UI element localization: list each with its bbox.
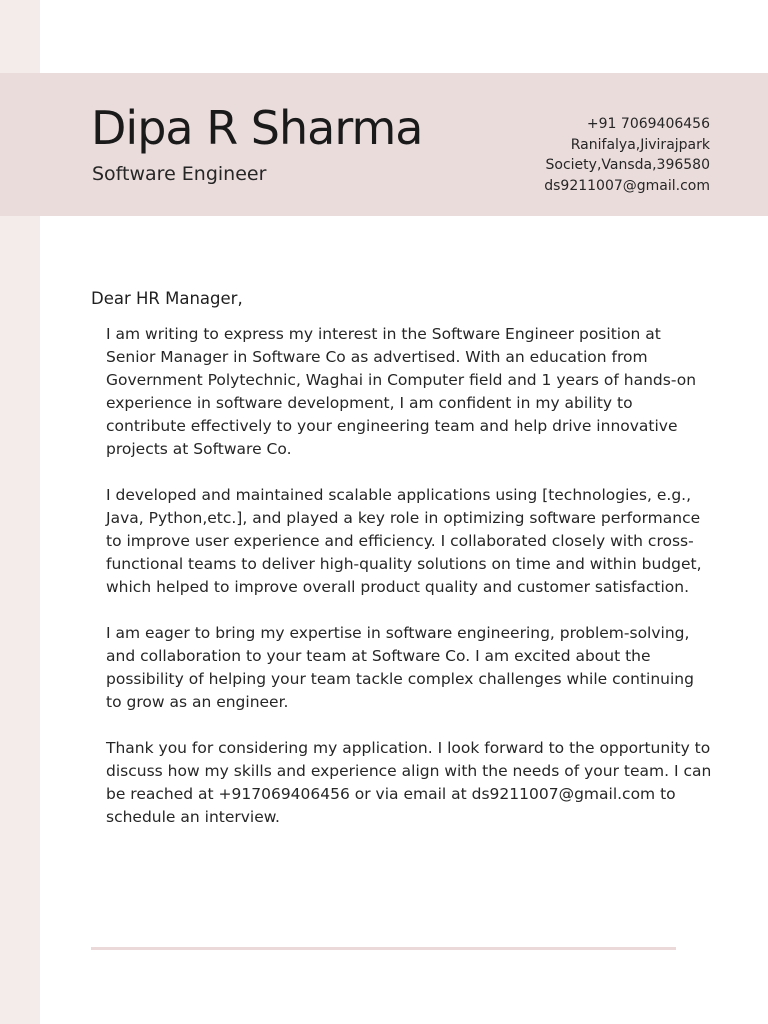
letter-paragraph-3: I am eager to bring my expertise in software engineering, problem-solving, and collaboration to your team at Software Co. I am excited about the possibility of helping your team tackle complex challenges while continuing to grow as an engineer.: [106, 624, 694, 711]
footer-divider: [91, 947, 676, 950]
letter-salutation: Dear HR Manager,: [91, 289, 243, 308]
letter-paragraph-1: I am writing to express my interest in the Software Engineer position at Senior Manager in Software Co as advertised. With an education from Government Polytechnic, Waghai in Computer field and 1 years of hands-on experience in software development, I am confident in my ability to contribute effectively to your engineering team and help drive innovative projects at Software Co.: [106, 325, 697, 458]
contact-address-line2: Society,Vansda,396580: [545, 157, 710, 173]
applicant-name: Dipa R Sharma: [91, 101, 423, 155]
contact-block: [544, 114, 710, 196]
applicant-title: Software Engineer: [92, 163, 267, 185]
letter-body: [106, 323, 714, 852]
letter-paragraph-2: I developed and maintained scalable applications using [technologies, e.g., Java, Python,etc.], and played a key role in optimizing software performance to improve user experience and efficiency. I collaborated closely with cross-functional teams to deliver high-quality solutions on time and within budget, which helped to improve overall product quality and customer satisfaction.: [106, 486, 702, 596]
contact-email: ds9211007@gmail.com: [544, 177, 710, 194]
contact-phone: +91 7069406456: [586, 116, 710, 132]
letter-paragraph-4: Thank you for considering my application. I look forward to the opportunity to discuss how my skills and experience align with the needs of your team. I can be reached at +917069406456 or via email at ds9211007@gmail.com to schedule an interview.: [106, 739, 712, 826]
contact-address-line1: Ranifalya,Jivirajpark: [570, 136, 710, 153]
